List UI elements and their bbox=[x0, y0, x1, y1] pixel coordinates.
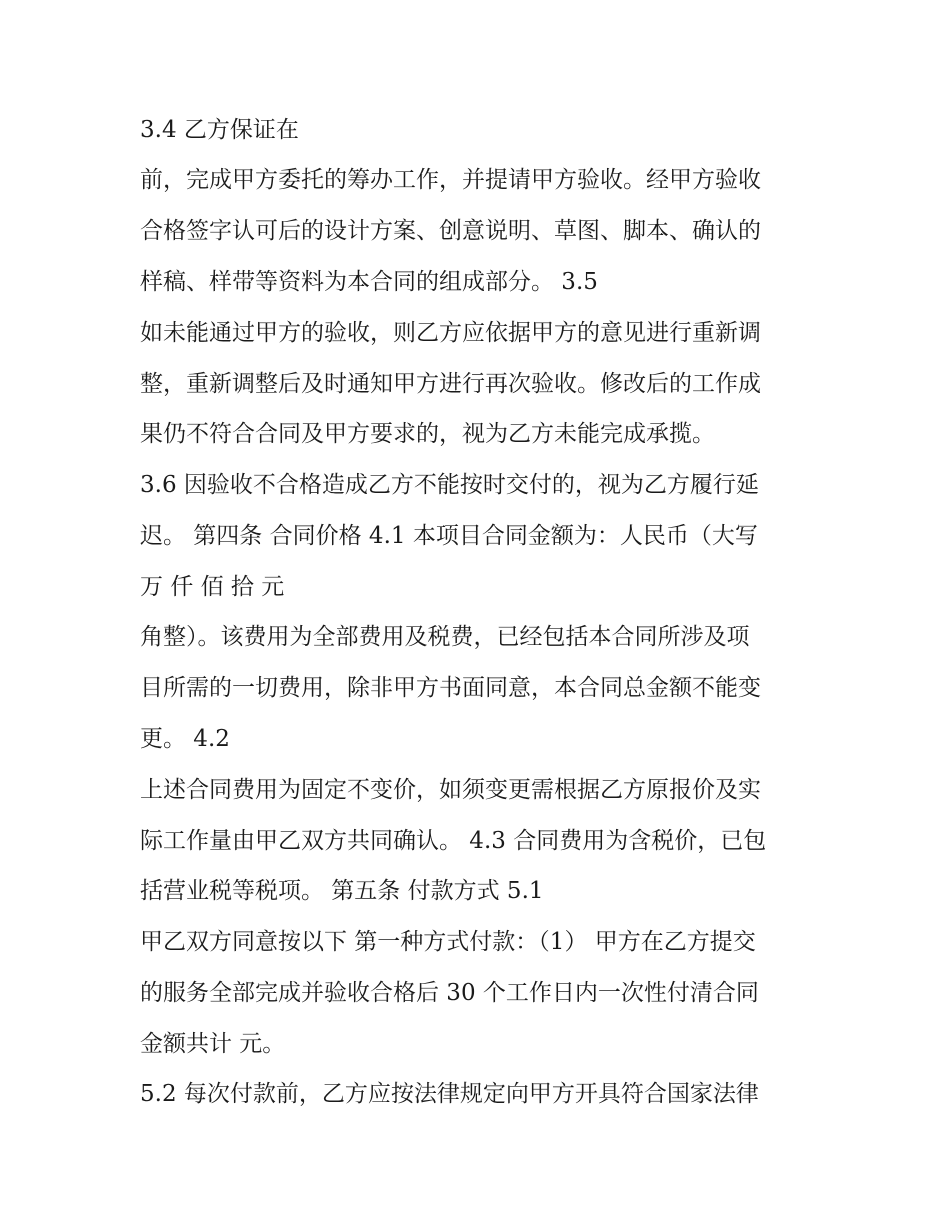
text-line: 整，重新调整后及时通知甲方进行再次验收。修改后的工作成 bbox=[140, 371, 761, 397]
text-line: 果仍不符合合同及甲方要求的，视为乙方未能完成承揽。 bbox=[140, 421, 715, 447]
text-line: 目所需的一切费用，除非甲方书面同意，本合同总金额不能变 bbox=[140, 675, 761, 701]
text-line: 前，完成甲方委托的筹办工作，并提请甲方验收。经甲方验收 bbox=[140, 167, 761, 193]
text-line: 的服务全部完成并验收合格后 30 个工作日内一次性付清合同 bbox=[140, 980, 759, 1006]
text-line: 更。 4.2 bbox=[140, 726, 230, 752]
text-line: 3.4 乙方保证在 bbox=[140, 117, 299, 143]
text-line: 合格签字认可后的设计方案、创意说明、草图、脚本、确认的 bbox=[140, 218, 761, 244]
text-line: 括营业税等税项。 第五条 付款方式 5.1 bbox=[140, 878, 544, 904]
text-line: 甲乙双方同意按以下 第一种方式付款：（1） 甲方在乙方提交 bbox=[140, 929, 756, 955]
text-line: 际工作量由甲乙双方共同确认。 4.3 合同费用为含税价，已包 bbox=[140, 828, 767, 854]
text-line: 角整）。该费用为全部费用及税费，已经包括本合同所涉及项 bbox=[140, 624, 750, 650]
text-line: 3.6 因验收不合格造成乙方不能按时交付的，视为乙方履行延 bbox=[140, 472, 759, 498]
text-line: 迟。 第四条 合同价格 4.1 本项目合同金额为：人民币（大写 bbox=[140, 523, 758, 549]
text-line: 5.2 每次付款前，乙方应按法律规定向甲方开具符合国家法律 bbox=[140, 1081, 759, 1107]
text-line: 样稿、样带等资料为本合同的组成部分。 3.5 bbox=[140, 269, 598, 295]
text-line: 如未能通过甲方的验收，则乙方应依据甲方的意见进行重新调 bbox=[140, 320, 761, 346]
text-line: 万 仟 佰 拾 元 bbox=[140, 574, 285, 600]
text-line: 金额共计 元。 bbox=[140, 1031, 286, 1057]
text-line: 上述合同费用为固定不变价，如须变更需根据乙方原报价及实 bbox=[140, 777, 761, 803]
